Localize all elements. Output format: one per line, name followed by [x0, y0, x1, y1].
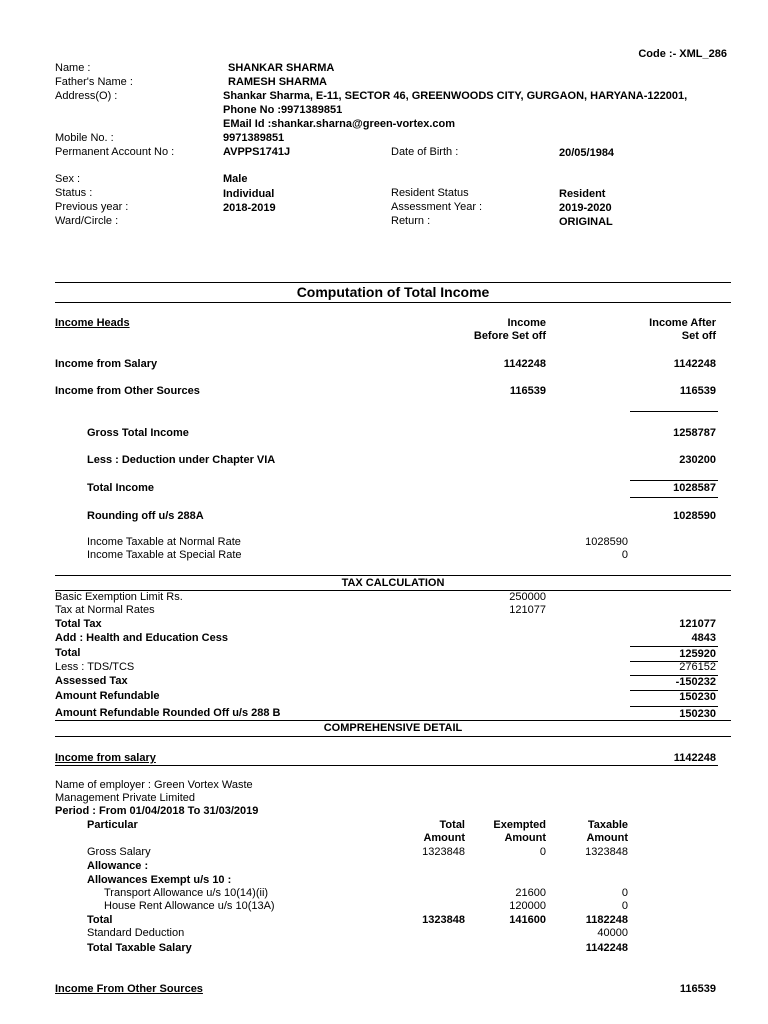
gross-total-income-label: Gross Total Income — [87, 427, 189, 439]
gross-salary-label: Gross Salary — [87, 846, 151, 858]
salary-total-total: 1323848 — [422, 914, 465, 926]
total-tax-label: Total Tax — [55, 618, 102, 630]
section-underline — [55, 765, 718, 766]
gross-salary-exempted: 0 — [539, 846, 546, 858]
mobile-value: 9971389851 — [223, 132, 285, 144]
name-value: SHANKAR SHARMA — [228, 62, 335, 74]
income-other-label: Income from Other Sources — [55, 385, 200, 397]
dob-value: 20/05/1984 — [559, 147, 615, 159]
cess-label: Add : Health and Education Cess — [55, 632, 228, 644]
transport-allowance-label: Transport Allowance u/s 10(14)(ii) — [104, 887, 269, 899]
total-income-label: Total Income — [87, 482, 155, 494]
salary-total-taxable: 1182248 — [585, 914, 628, 926]
tax-normal-value: 121077 — [509, 604, 546, 616]
section-divider — [55, 720, 731, 721]
col-taxable-2: Amount — [586, 832, 628, 844]
address-line-1: Shankar Sharma, E-11, SECTOR 46, GREENWOODS CITY, GURGAON, HARYANA-122001, — [223, 90, 688, 102]
rounding-value: 1028590 — [673, 510, 716, 522]
tax-normal-label: Tax at Normal Rates — [55, 604, 155, 616]
salary-total-exempted: 141600 — [509, 914, 546, 926]
salary-period: Period : From 01/04/2018 To 31/03/2019 — [55, 805, 259, 817]
cess-value: 4843 — [691, 632, 716, 644]
deduction-label: Less : Deduction under Chapter VIA — [87, 454, 276, 466]
col-total-1: Total — [439, 819, 465, 831]
income-salary-after: 1142248 — [673, 358, 716, 370]
total-income-value: 1028587 — [673, 482, 716, 494]
basic-exemption-label: Basic Exemption Limit Rs. — [55, 591, 183, 603]
sex-label: Sex : — [55, 173, 81, 185]
mobile-label: Mobile No. : — [55, 132, 114, 144]
col-income-after-setoff-2: Set off — [681, 330, 716, 342]
status-value: Individual — [223, 188, 275, 200]
col-total-2: Amount — [423, 832, 465, 844]
col-taxable-1: Taxable — [587, 819, 628, 831]
col-exempted-2: Amount — [504, 832, 546, 844]
address-label: Address(O) : — [55, 90, 118, 102]
total-taxable-salary-label: Total Taxable Salary — [87, 942, 192, 954]
normal-rate-label: Income Taxable at Normal Rate — [87, 536, 241, 548]
assessed-tax-label: Assessed Tax — [55, 675, 128, 687]
salary-head-label: Income from salary — [55, 752, 156, 764]
deduction-value: 230200 — [679, 454, 716, 466]
col-income-before-setoff-1: Income — [507, 317, 546, 329]
allowance-label: Allowance : — [87, 860, 149, 872]
return-label: Return : — [391, 215, 431, 227]
income-heads-label: Income Heads — [55, 317, 130, 329]
employer-line-2: Management Private Limited — [55, 792, 196, 804]
refundable-label: Amount Refundable — [55, 690, 160, 702]
address-line-2: Phone No :9971389851 — [223, 104, 343, 116]
tax-total-value: 125920 — [679, 648, 716, 660]
refundable-rounded-label: Amount Refundable Rounded Off u/s 288 B — [55, 707, 281, 719]
transport-allowance-exempted: 21600 — [515, 887, 546, 899]
sex-value: Male — [223, 173, 248, 185]
name-label: Name : — [55, 62, 91, 74]
previous-year-label: Previous year : — [55, 201, 129, 213]
address-line-3: EMail Id :shankar.sharna@green-vortex.com — [223, 118, 456, 130]
special-rate-label: Income Taxable at Special Rate — [87, 549, 242, 561]
dob-label: Date of Birth : — [391, 146, 459, 158]
section-divider — [55, 575, 731, 576]
other-sources-head-label: Income From Other Sources — [55, 983, 203, 995]
return-value: ORIGINAL — [559, 216, 613, 228]
col-particular: Particular — [87, 819, 138, 831]
col-income-after-setoff-1: Income After — [649, 317, 716, 329]
computation-title: Computation of Total Income — [296, 284, 490, 300]
resident-status-value: Resident — [559, 188, 606, 200]
employer-line-1: Name of employer : Green Vortex Waste — [55, 779, 253, 791]
allowances-exempt-label: Allowances Exempt u/s 10 : — [87, 874, 232, 886]
income-other-before: 116539 — [509, 385, 546, 397]
sum-line — [630, 497, 718, 498]
tax-calculation-title: TAX CALCULATION — [341, 577, 445, 589]
col-exempted-1: Exempted — [493, 819, 546, 831]
sum-line — [630, 646, 718, 647]
sum-line — [630, 411, 718, 412]
total-tax-value: 121077 — [679, 618, 716, 630]
basic-exemption-value: 250000 — [509, 591, 546, 603]
resident-status-label: Resident Status — [391, 187, 469, 199]
special-rate-value: 0 — [621, 549, 628, 561]
rounding-label: Rounding off u/s 288A — [87, 510, 204, 522]
pan-value: AVPPS1741J — [223, 146, 291, 158]
pan-label: Permanent Account No : — [55, 146, 175, 158]
refundable-value: 150230 — [679, 691, 716, 703]
tax-total-label: Total — [55, 647, 81, 659]
normal-rate-value: 1028590 — [585, 536, 628, 548]
ward-circle-label: Ward/Circle : — [55, 215, 119, 227]
income-salary-label: Income from Salary — [55, 358, 158, 370]
transport-allowance-taxable: 0 — [621, 887, 628, 899]
document-code: Code :- XML_286 — [638, 48, 727, 60]
section-divider — [55, 302, 731, 303]
gross-salary-total: 1323848 — [422, 846, 465, 858]
father-name-label: Father's Name : — [55, 76, 133, 88]
other-sources-head-value: 116539 — [679, 983, 716, 995]
gross-salary-taxable: 1323848 — [585, 846, 628, 858]
previous-year-value: 2018-2019 — [223, 202, 276, 214]
total-taxable-salary-value: 1142248 — [585, 942, 628, 954]
col-income-before-setoff-2: Before Set off — [473, 330, 546, 342]
income-other-after: 116539 — [679, 385, 716, 397]
sum-line — [630, 706, 718, 707]
hra-taxable: 0 — [621, 900, 628, 912]
salary-head-value: 1142248 — [673, 752, 716, 764]
tds-value: 276152 — [679, 661, 716, 673]
gross-total-income-value: 1258787 — [673, 427, 716, 439]
salary-total-label: Total — [87, 914, 113, 926]
assessment-year-label: Assessment Year : — [391, 201, 483, 213]
section-divider — [55, 736, 731, 737]
father-name-value: RAMESH SHARMA — [228, 76, 327, 88]
standard-deduction-value: 40000 — [597, 927, 628, 939]
assessed-tax-value: -150232 — [675, 676, 716, 688]
comprehensive-detail-title: COMPREHENSIVE DETAIL — [323, 722, 463, 734]
status-label: Status : — [55, 187, 93, 199]
section-divider — [55, 282, 731, 283]
hra-exempted: 120000 — [509, 900, 546, 912]
standard-deduction-label: Standard Deduction — [87, 927, 185, 939]
tds-label: Less : TDS/TCS — [55, 661, 135, 673]
refundable-rounded-value: 150230 — [679, 708, 716, 720]
hra-label: House Rent Allowance u/s 10(13A) — [104, 900, 275, 912]
income-salary-before: 1142248 — [503, 358, 546, 370]
sum-line — [630, 480, 718, 481]
assessment-year-value: 2019-2020 — [559, 202, 612, 214]
